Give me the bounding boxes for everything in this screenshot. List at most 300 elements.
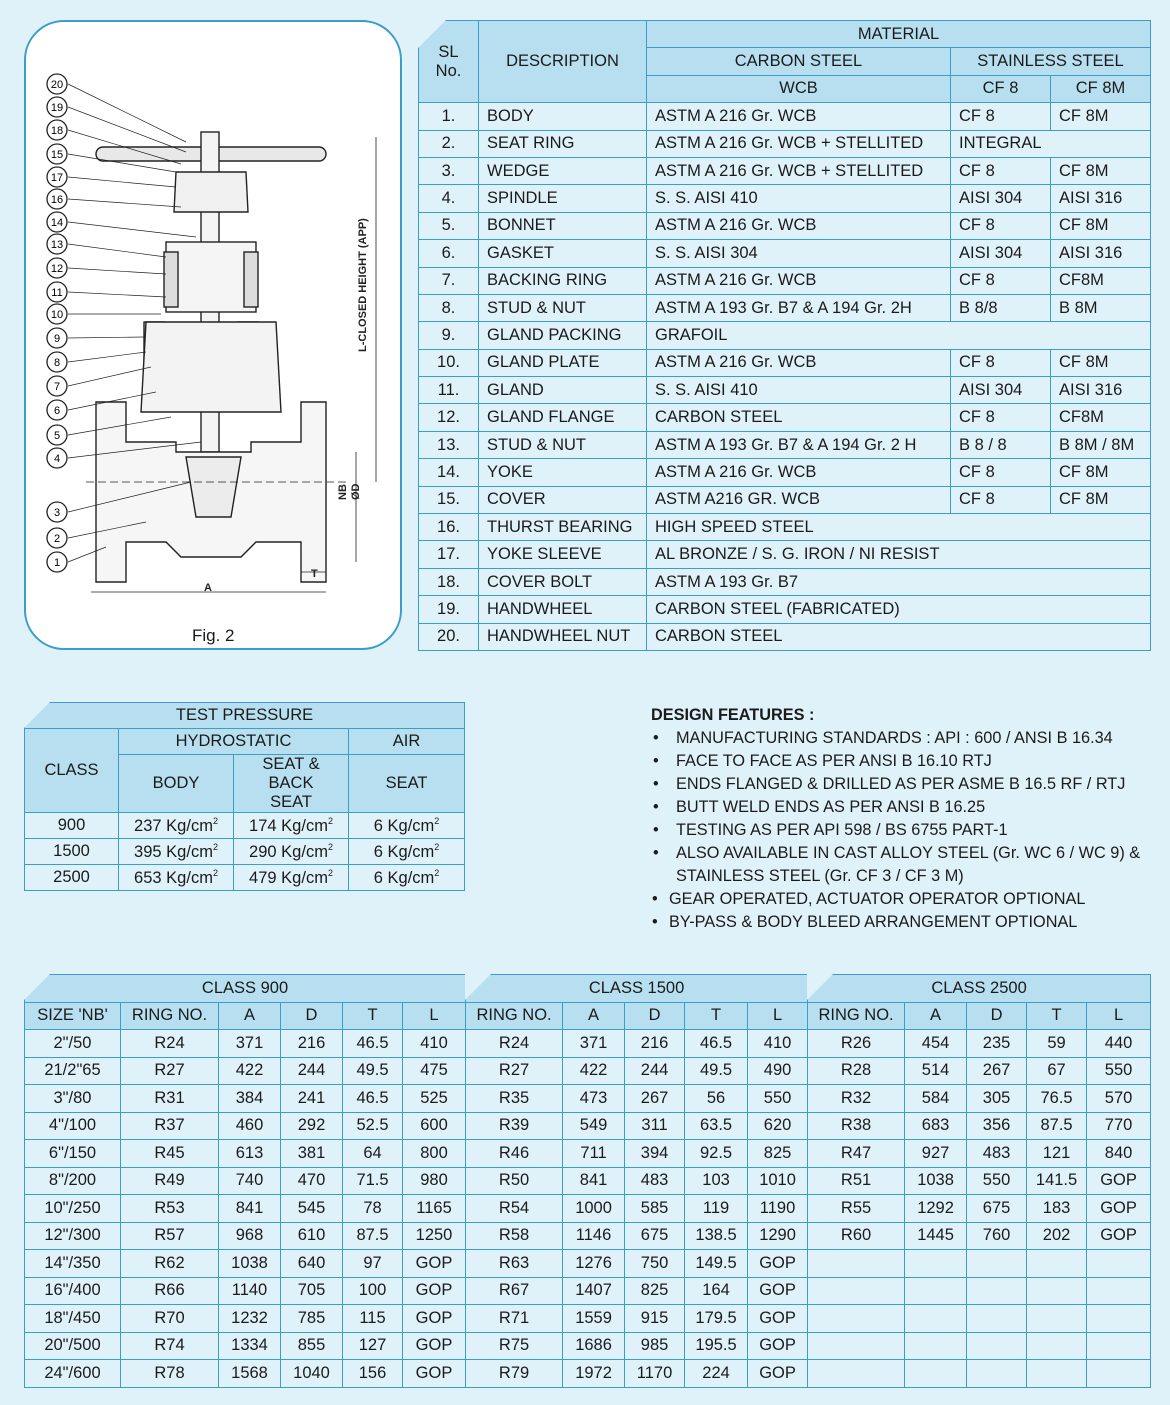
dim-cell [967, 1332, 1027, 1360]
dim-cell: 183 [1027, 1195, 1087, 1223]
design-feature-item: • ENDS FLANGED & DRILLED AS PER ASME B 16.5 RF / RTJ [651, 773, 1151, 796]
dim-cell: 525 [403, 1085, 466, 1113]
dim-cell: 384 [219, 1085, 281, 1113]
pressure-value: 395 [134, 842, 162, 861]
dim-cell: 49.5 [685, 1057, 748, 1085]
material-row [419, 157, 1151, 184]
dim-cell [967, 1305, 1027, 1333]
dim-row [25, 1057, 1151, 1085]
material-sl-cell: 6. [419, 240, 479, 267]
pressure-row [25, 813, 465, 839]
material-row [419, 377, 1151, 404]
material-desc-cell: SEAT RING [479, 130, 647, 157]
material-sl-cell: 20. [419, 623, 479, 650]
material-cf8-cell: CF 8 [951, 404, 1051, 431]
material-wcb-cell: S. S. AISI 410 [647, 185, 951, 212]
pressure-class-cell [25, 865, 119, 891]
material-desc-cell: THURST BEARING [479, 514, 647, 541]
dim-cell: R27 [121, 1057, 219, 1085]
dim-cell: 550 [967, 1167, 1027, 1195]
material-wcb-cell: ASTM A 216 Gr. WCB [647, 267, 951, 294]
air-header: AIR [349, 729, 465, 755]
material-wcb-cell: S. S. AISI 304 [647, 240, 951, 267]
pressure-unit: Kg/cm [387, 868, 435, 887]
dim-cell: 683 [905, 1112, 967, 1140]
dim-cell: 216 [625, 1030, 685, 1058]
height-label: L-CLOSED HEIGHT (APP) [357, 218, 369, 352]
dim-cell: 1140 [219, 1277, 281, 1305]
material-cf8m-cell: B 8M / 8M [1051, 431, 1151, 458]
dim-cell: R78 [121, 1360, 219, 1388]
dim-cell: 770 [1087, 1112, 1151, 1140]
dim-col-header: RING NO. [808, 1002, 905, 1030]
material-cf8-cell: AISI 304 [951, 377, 1051, 404]
dim-cell: 460 [219, 1112, 281, 1140]
dim-cell: 483 [967, 1140, 1027, 1168]
dim-cell: 927 [905, 1140, 967, 1168]
dim-cell: R75 [466, 1332, 563, 1360]
dim-cell [1087, 1250, 1151, 1278]
dim-cell: 10"/250 [25, 1195, 121, 1223]
dim-cell: 3"/80 [25, 1085, 121, 1113]
callout-number: 5 [53, 430, 61, 442]
material-desc-cell: GLAND [479, 377, 647, 404]
dim-cell: 1559 [563, 1305, 625, 1333]
dim-cell: 1038 [905, 1167, 967, 1195]
dim-cell: 711 [563, 1140, 625, 1168]
pressure-body-cell [119, 839, 234, 865]
dim-cell: 63.5 [685, 1112, 748, 1140]
dim-cell: 6"/150 [25, 1140, 121, 1168]
material-wcb-cell: ASTM A216 GR. WCB [647, 486, 951, 513]
pressure-value: 900 [57, 816, 86, 834]
dim-cell: R39 [466, 1112, 563, 1140]
dim-row [25, 1250, 1151, 1278]
dim-cell: 985 [625, 1332, 685, 1360]
bonnet-shape [166, 242, 256, 312]
material-desc-cell: COVER [479, 486, 647, 513]
material-row [419, 541, 1151, 568]
dim-cell [1027, 1277, 1087, 1305]
dim-cell: 584 [905, 1085, 967, 1113]
dim-cell: 244 [625, 1057, 685, 1085]
dim-cell: GOP [748, 1332, 808, 1360]
dim-cell: 1232 [219, 1305, 281, 1333]
design-feature-item: • BY-PASS & BODY BLEED ARRANGEMENT OPTIONAL [651, 911, 1151, 934]
dim-cell: 1146 [563, 1222, 625, 1250]
material-desc-cell: BONNET [479, 212, 647, 239]
dim-cell: GOP [748, 1277, 808, 1305]
material-desc-cell: WEDGE [479, 157, 647, 184]
cf8-header: CF 8 [951, 75, 1051, 102]
dim-cell: 14"/350 [25, 1250, 121, 1278]
dim-cell: 244 [281, 1057, 343, 1085]
dim-col-header: L [748, 1002, 808, 1030]
material-wcb-cell: ASTM A 216 Gr. WCB [647, 349, 951, 376]
yoke-shape [174, 172, 248, 212]
valve-drawing [26, 22, 400, 648]
callout-number: 15 [50, 149, 64, 161]
class-2500-header: CLASS 2500 [808, 975, 1151, 1003]
material-desc-cell: GLAND PACKING [479, 322, 647, 349]
dim-cell: 97 [343, 1250, 403, 1278]
callout-number: 2 [53, 533, 61, 545]
dim-cell: GOP [748, 1250, 808, 1278]
dim-cell: 470 [281, 1167, 343, 1195]
callout-number: 4 [53, 453, 61, 465]
pressure-unit-sup: 2 [212, 841, 218, 852]
dim-cell [1087, 1277, 1151, 1305]
material-row [419, 486, 1151, 513]
dim-cell: GOP [403, 1277, 466, 1305]
material-all-cell: CARBON STEEL [647, 623, 1151, 650]
dim-cell: 410 [403, 1030, 466, 1058]
dim-cell: 115 [343, 1305, 403, 1333]
dim-cell: GOP [403, 1332, 466, 1360]
dim-cell: 12"/300 [25, 1222, 121, 1250]
material-cf8m-cell: AISI 316 [1051, 185, 1151, 212]
dim-cell: 483 [625, 1167, 685, 1195]
dim-col-header: SIZE 'NB' [25, 1002, 121, 1030]
dim-cell: 1290 [748, 1222, 808, 1250]
dim-cell: GOP [1087, 1167, 1151, 1195]
material-cf8-cell: AISI 304 [951, 240, 1051, 267]
dim-cell: 1250 [403, 1222, 466, 1250]
dim-col-header: L [1087, 1002, 1151, 1030]
dim-cell: 1334 [219, 1332, 281, 1360]
material-cf8-cell: CF 8 [951, 459, 1051, 486]
dim-cell: 454 [905, 1030, 967, 1058]
callout-number: 10 [50, 309, 64, 321]
material-desc-cell: STUD & NUT [479, 294, 647, 321]
dim-cell: 64 [343, 1140, 403, 1168]
pressure-unit-sup: 2 [434, 841, 440, 852]
nb-label: NB [337, 484, 349, 500]
material-row [419, 568, 1151, 595]
dim-cell: 49.5 [343, 1057, 403, 1085]
dim-cell: 87.5 [343, 1222, 403, 1250]
dim-cell: 164 [685, 1277, 748, 1305]
material-wcb-cell: ASTM A 193 Gr. B7 & A 194 Gr. 2 H [647, 431, 951, 458]
pressure-value: 6 [373, 868, 383, 887]
pressure-seat-cell [349, 839, 465, 865]
material-row [419, 404, 1151, 431]
dim-cell: GOP [748, 1305, 808, 1333]
material-desc-cell: COVER BOLT [479, 568, 647, 595]
material-cf8m-cell: CF 8M [1051, 459, 1151, 486]
material-all-cell: HIGH SPEED STEEL [647, 514, 1151, 541]
material-cf8m-cell: CF 8M [1051, 157, 1151, 184]
sl-header: SL No. [419, 21, 479, 103]
dim-col-header: RING NO. [466, 1002, 563, 1030]
dim-cell: 440 [1087, 1030, 1151, 1058]
callout-number: 19 [50, 102, 64, 114]
material-all-cell: CARBON STEEL (FABRICATED) [647, 596, 1151, 623]
material-desc-cell: YOKE [479, 459, 647, 486]
dim-cell: 1407 [563, 1277, 625, 1305]
material-wcb-cell: ASTM A 216 Gr. WCB + STELLITED [647, 130, 951, 157]
stainless-steel-header: STAINLESS STEEL [951, 48, 1151, 75]
dim-cell: 550 [1087, 1057, 1151, 1085]
dim-cell: 1190 [748, 1195, 808, 1223]
material-row [419, 240, 1151, 267]
dim-cell [1027, 1305, 1087, 1333]
material-desc-cell: GLAND PLATE [479, 349, 647, 376]
figure-panel [24, 20, 402, 650]
material-cf8m-cell: CF 8M [1051, 486, 1151, 513]
dim-cell: 1292 [905, 1195, 967, 1223]
description-header: DESCRIPTION [479, 21, 647, 103]
callout-number: 3 [53, 507, 61, 519]
material-desc-cell: HANDWHEEL NUT [479, 623, 647, 650]
material-row [419, 349, 1151, 376]
dim-cell [1087, 1305, 1151, 1333]
pressure-value: 174 [249, 816, 277, 835]
dim-cell: 267 [967, 1057, 1027, 1085]
dim-row [25, 1332, 1151, 1360]
dim-col-header: T [1027, 1002, 1087, 1030]
dim-row [25, 1360, 1151, 1388]
dim-cell [905, 1360, 967, 1388]
dim-cell: 235 [967, 1030, 1027, 1058]
dim-cell: 1276 [563, 1250, 625, 1278]
design-feature-item: • ALSO AVAILABLE IN CAST ALLOY STEEL (Gr. WC 6 / WC 9) & STAINLESS STEEL (Gr. CF 3 / CF 3 M) [651, 842, 1151, 888]
material-row [419, 294, 1151, 321]
material-all-cell: ASTM A 193 Gr. B7 [647, 568, 1151, 595]
material-row [419, 212, 1151, 239]
dim-cell: 1040 [281, 1360, 343, 1388]
pressure-unit: Kg/cm [166, 816, 213, 835]
pressure-unit: Kg/cm [281, 816, 328, 835]
material-sl-cell: 2. [419, 130, 479, 157]
dim-cell [967, 1277, 1027, 1305]
material-all-cell: AL BRONZE / S. G. IRON / NI RESIST [647, 541, 1151, 568]
dim-cell: R38 [808, 1112, 905, 1140]
dim-row [25, 1140, 1151, 1168]
dim-cell [808, 1360, 905, 1388]
dim-cell: R27 [466, 1057, 563, 1085]
pressure-value: 290 [249, 842, 277, 861]
material-sl-cell: 15. [419, 486, 479, 513]
dim-cell: 71.5 [343, 1167, 403, 1195]
dim-cell: 216 [281, 1030, 343, 1058]
dim-cell: 980 [403, 1167, 466, 1195]
dim-cell: 59 [1027, 1030, 1087, 1058]
callout-number: 11 [51, 287, 63, 299]
od-label: ØD [350, 483, 362, 500]
dim-cell: 311 [625, 1112, 685, 1140]
dim-cell: 1972 [563, 1360, 625, 1388]
dim-cell: 67 [1027, 1057, 1087, 1085]
pressure-row [25, 865, 465, 891]
callout-number: 1 [53, 557, 61, 569]
dim-row [25, 1195, 1151, 1223]
material-sl-cell: 13. [419, 431, 479, 458]
material-sl-cell: 11. [419, 377, 479, 404]
dim-cell: 195.5 [685, 1332, 748, 1360]
dim-cell: 292 [281, 1112, 343, 1140]
dim-cell: R71 [466, 1305, 563, 1333]
dim-cell: 750 [625, 1250, 685, 1278]
dim-cell: 760 [967, 1222, 1027, 1250]
dim-cell: 1000 [563, 1195, 625, 1223]
class-1500-header: CLASS 1500 [466, 975, 808, 1003]
callout-number: 6 [53, 405, 61, 417]
material-wcb-cell: ASTM A 216 Gr. WCB [647, 103, 951, 130]
dim-cell [967, 1250, 1027, 1278]
pressure-seat_back-cell [234, 813, 349, 839]
dim-cell: 915 [625, 1305, 685, 1333]
dim-cell: R35 [466, 1085, 563, 1113]
design-feature-item: • FACE TO FACE AS PER ANSI B 16.10 RTJ [651, 750, 1151, 773]
dim-cell: 141.5 [1027, 1167, 1087, 1195]
dim-cell [808, 1250, 905, 1278]
dim-col-header: A [219, 1002, 281, 1030]
callout-number: 18 [50, 125, 64, 137]
material-desc-cell: SPINDLE [479, 185, 647, 212]
design-feature-item: • MANUFACTURING STANDARDS : API : 600 / ANSI B 16.34 [651, 727, 1151, 750]
dim-cell: R24 [466, 1030, 563, 1058]
pressure-value: 1500 [53, 842, 90, 860]
dim-cell: 371 [563, 1030, 625, 1058]
dim-cell: 4"/100 [25, 1112, 121, 1140]
dim-cell: 149.5 [685, 1250, 748, 1278]
material-row [419, 514, 1151, 541]
pressure-unit: Kg/cm [166, 842, 213, 861]
dim-cell [905, 1277, 967, 1305]
hydrostatic-header: HYDROSTATIC [119, 729, 349, 755]
dim-cell: 356 [967, 1112, 1027, 1140]
dim-cell: 16"/400 [25, 1277, 121, 1305]
dim-cell [1027, 1360, 1087, 1388]
dim-cell: 119 [685, 1195, 748, 1223]
pressure-class-cell [25, 839, 119, 865]
design-feature-item: • GEAR OPERATED, ACTUATOR OPERATOR OPTIONAL [651, 888, 1151, 911]
pressure-unit: Kg/cm [387, 816, 435, 835]
callout-number: 9 [53, 333, 61, 345]
pressure-value: 479 [249, 868, 277, 887]
material-cf8-cell: CF 8 [951, 157, 1051, 184]
dim-cell: R46 [466, 1140, 563, 1168]
dim-cell: 92.5 [685, 1140, 748, 1168]
pressure-row [25, 839, 465, 865]
material-sl-cell: 3. [419, 157, 479, 184]
dim-cell: 640 [281, 1250, 343, 1278]
dim-cell: 267 [625, 1085, 685, 1113]
dim-cell: 475 [403, 1057, 466, 1085]
dim-cell: 138.5 [685, 1222, 748, 1250]
dim-cell: R32 [808, 1085, 905, 1113]
carbon-steel-header: CARBON STEEL [647, 48, 951, 75]
pressure-unit-sup: 2 [327, 841, 333, 852]
pressure-unit-sup: 2 [212, 815, 218, 826]
dim-cell: 1568 [219, 1360, 281, 1388]
dim-cell: 179.5 [685, 1305, 748, 1333]
dim-cell [905, 1250, 967, 1278]
material-desc-cell: BODY [479, 103, 647, 130]
dim-cell: 422 [219, 1057, 281, 1085]
dim-cell: 740 [219, 1167, 281, 1195]
dim-cell [1087, 1332, 1151, 1360]
wcb-header: WCB [647, 75, 951, 102]
dim-cell: R51 [808, 1167, 905, 1195]
dim-cell: 156 [343, 1360, 403, 1388]
callout-number: 14 [50, 217, 64, 229]
dim-cell: 52.5 [343, 1112, 403, 1140]
dim-cell: 100 [343, 1277, 403, 1305]
dim-cell: R55 [808, 1195, 905, 1223]
material-header: MATERIAL [647, 21, 1151, 48]
cf8m-header: CF 8M [1051, 75, 1151, 102]
dim-row [25, 1085, 1151, 1113]
dim-cell: 381 [281, 1140, 343, 1168]
pressure-body-cell [119, 865, 234, 891]
material-sl-cell: 1. [419, 103, 479, 130]
dim-col-header: T [343, 1002, 403, 1030]
material-all-cell: GRAFOIL [647, 322, 1151, 349]
materials-table [418, 20, 1151, 651]
material-wcb-cell: S. S. AISI 410 [647, 377, 951, 404]
material-desc-cell: GLAND FLANGE [479, 404, 647, 431]
pressure-unit-sup: 2 [327, 815, 333, 826]
dim-col-header: A [905, 1002, 967, 1030]
material-desc-cell: STUD & NUT [479, 431, 647, 458]
pressure-unit-sup: 2 [434, 815, 440, 826]
pressure-unit: Kg/cm [387, 842, 435, 861]
material-row [419, 103, 1151, 130]
dim-cell [967, 1360, 1027, 1388]
dim-cell: 570 [1087, 1085, 1151, 1113]
dim-cell: R63 [466, 1250, 563, 1278]
dim-cell: 825 [625, 1277, 685, 1305]
dim-cell [905, 1332, 967, 1360]
material-sl-cell: 7. [419, 267, 479, 294]
wedge-shape [186, 457, 241, 517]
dimensions-table [24, 974, 1151, 1388]
callout-number: 7 [53, 381, 61, 393]
dim-cell: 87.5 [1027, 1112, 1087, 1140]
dim-cell: 46.5 [685, 1030, 748, 1058]
dim-cell: GOP [1087, 1195, 1151, 1223]
dim-cell: 2"/50 [25, 1030, 121, 1058]
dim-cell: GOP [748, 1360, 808, 1388]
pressure-value: 6 [373, 816, 383, 835]
material-cf8-cell: B 8/8 [951, 294, 1051, 321]
figure-caption: Fig. 2 [192, 626, 235, 645]
material-cf8m-cell: CF8M [1051, 404, 1151, 431]
material-desc-cell: GASKET [479, 240, 647, 267]
material-wcb-cell: CARBON STEEL [647, 404, 951, 431]
material-cf8-cell: CF 8 [951, 267, 1051, 294]
design-features [651, 704, 1151, 934]
dim-cell: 21/2"65 [25, 1057, 121, 1085]
dim-cell: 585 [625, 1195, 685, 1223]
material-row [419, 267, 1151, 294]
dim-cell: GOP [403, 1305, 466, 1333]
material-cf8m-cell: CF8M [1051, 267, 1151, 294]
dim-cell: R74 [121, 1332, 219, 1360]
material-ss-cell: INTEGRAL [951, 130, 1151, 157]
dim-col-header: T [685, 1002, 748, 1030]
dim-cell: 545 [281, 1195, 343, 1223]
dim-cell: 224 [685, 1360, 748, 1388]
dim-cell: 825 [748, 1140, 808, 1168]
dim-cell: 1686 [563, 1332, 625, 1360]
pressure-body-cell [119, 813, 234, 839]
dim-cell: 841 [563, 1167, 625, 1195]
dim-row [25, 1167, 1151, 1195]
dim-col-header: D [625, 1002, 685, 1030]
